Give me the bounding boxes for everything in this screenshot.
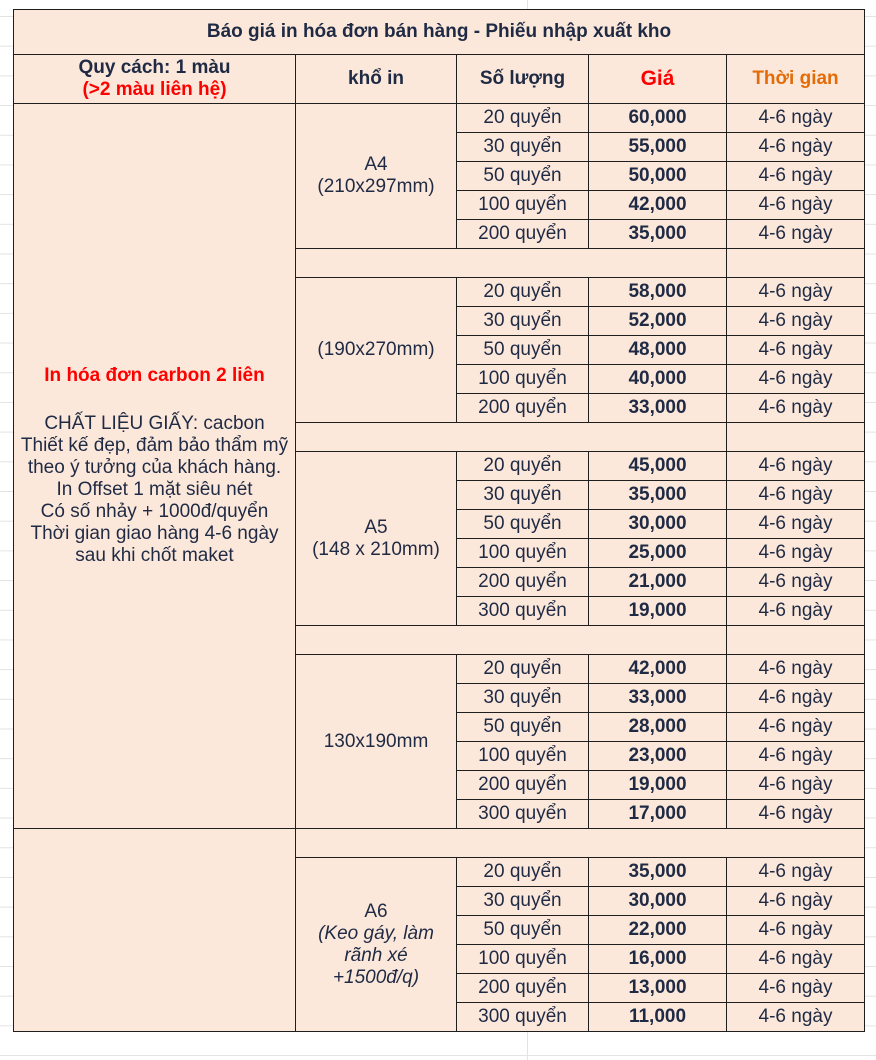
time-cell: 4-6 ngày — [727, 568, 865, 597]
time-cell: 4-6 ngày — [727, 800, 865, 829]
price-cell: 19,000 — [589, 597, 727, 626]
separator-cell — [296, 626, 727, 655]
price-cell: 21,000 — [589, 568, 727, 597]
size-name: A6 — [364, 900, 388, 922]
time-cell: 4-6 ngày — [727, 684, 865, 713]
header-time: Thời gian — [727, 55, 865, 104]
quantity-cell: 30 quyển — [457, 307, 589, 336]
quantity-cell: 30 quyển — [457, 887, 589, 916]
price-cell: 40,000 — [589, 365, 727, 394]
description-line: theo ý tưởng của khách hàng. — [27, 457, 282, 478]
quantity-cell: 20 quyển — [457, 278, 589, 307]
time-cell: 4-6 ngày — [727, 916, 865, 945]
size-cell-a4 — [296, 104, 457, 249]
price-cell: 19,000 — [589, 771, 727, 800]
price-cell: 50,000 — [589, 162, 727, 191]
description-line: CHẤT LIỆU GIẤY: cacbon — [44, 413, 265, 434]
size-dimensions: (190x270mm) — [317, 339, 435, 360]
size-dimensions: (148 x 210mm) — [312, 538, 440, 560]
separator-cell — [296, 423, 727, 452]
price-cell: 60,000 — [589, 104, 727, 133]
time-cell: 4-6 ngày — [727, 220, 865, 249]
time-cell: 4-6 ngày — [727, 278, 865, 307]
price-cell: 30,000 — [589, 887, 727, 916]
size-note: +1500đ/q) — [332, 966, 420, 988]
quantity-cell: 30 quyển — [457, 133, 589, 162]
quantity-cell: 100 quyển — [457, 191, 589, 220]
price-cell: 52,000 — [589, 307, 727, 336]
size-dimensions: (210x297mm) — [317, 176, 435, 197]
time-cell: 4-6 ngày — [727, 539, 865, 568]
sheet-title: Báo giá in hóa đơn bán hàng - Phiếu nhập xuất kho — [14, 10, 865, 55]
time-cell: 4-6 ngày — [727, 597, 865, 626]
quantity-cell: 300 quyển — [457, 597, 589, 626]
price-cell: 45,000 — [589, 452, 727, 481]
quantity-cell: 50 quyển — [457, 336, 589, 365]
time-cell: 4-6 ngày — [727, 510, 865, 539]
size-cell-a6 — [296, 858, 457, 1032]
empty-merged-cell — [14, 829, 296, 1032]
description-cell — [14, 104, 296, 829]
time-cell: 4-6 ngày — [727, 365, 865, 394]
quantity-cell: 200 quyển — [457, 974, 589, 1003]
time-cell: 4-6 ngày — [727, 945, 865, 974]
quantity-cell: 300 quyển — [457, 800, 589, 829]
price-cell: 17,000 — [589, 800, 727, 829]
size-note: (Keo gáy, làm — [318, 922, 434, 944]
size-dimensions: 130x190mm — [323, 730, 429, 752]
size-name: A4 — [364, 154, 388, 175]
size-cell-190x270 — [296, 278, 457, 423]
price-cell: 13,000 — [589, 974, 727, 1003]
header-spec-line2: (>2 màu liên hệ) — [82, 79, 227, 100]
price-cell: 35,000 — [589, 220, 727, 249]
header-price: Giá — [589, 55, 727, 104]
description-highlight: In hóa đơn carbon 2 liên — [44, 365, 265, 386]
quantity-cell: 30 quyển — [457, 481, 589, 510]
quantity-cell: 100 quyển — [457, 742, 589, 771]
price-cell: 55,000 — [589, 133, 727, 162]
header-spec-line1: Quy cách: 1 màu — [78, 57, 231, 78]
size-cell-130x190 — [296, 655, 457, 829]
time-cell: 4-6 ngày — [727, 1003, 865, 1032]
price-cell: 22,000 — [589, 916, 727, 945]
quantity-cell: 200 quyển — [457, 771, 589, 800]
quantity-cell: 50 quyển — [457, 162, 589, 191]
quantity-cell: 100 quyển — [457, 945, 589, 974]
separator-cell — [296, 249, 727, 278]
quantity-cell: 20 quyển — [457, 452, 589, 481]
quantity-cell: 20 quyển — [457, 104, 589, 133]
time-cell: 4-6 ngày — [727, 307, 865, 336]
header-size: khổ in — [296, 55, 457, 104]
quantity-cell: 300 quyển — [457, 1003, 589, 1032]
separator-cell — [727, 626, 865, 655]
price-cell: 42,000 — [589, 655, 727, 684]
time-cell: 4-6 ngày — [727, 191, 865, 220]
price-cell: 35,000 — [589, 858, 727, 887]
time-cell: 4-6 ngày — [727, 133, 865, 162]
price-table — [13, 9, 865, 1032]
description-line: sau khi chốt maket — [75, 545, 234, 566]
time-cell: 4-6 ngày — [727, 104, 865, 133]
quantity-cell: 20 quyển — [457, 655, 589, 684]
separator-cell — [727, 423, 865, 452]
description-line: Thiết kế đẹp, đảm bảo thẩm mỹ — [20, 435, 289, 456]
time-cell: 4-6 ngày — [727, 452, 865, 481]
quantity-cell: 100 quyển — [457, 365, 589, 394]
quantity-cell: 30 quyển — [457, 684, 589, 713]
time-cell: 4-6 ngày — [727, 336, 865, 365]
quantity-cell: 200 quyển — [457, 568, 589, 597]
header-spec — [14, 55, 296, 104]
time-cell: 4-6 ngày — [727, 858, 865, 887]
time-cell: 4-6 ngày — [727, 974, 865, 1003]
size-name: A5 — [364, 516, 388, 538]
quantity-cell: 50 quyển — [457, 510, 589, 539]
price-cell: 35,000 — [589, 481, 727, 510]
price-cell: 25,000 — [589, 539, 727, 568]
price-cell: 33,000 — [589, 394, 727, 423]
price-cell: 30,000 — [589, 510, 727, 539]
price-cell: 11,000 — [589, 1003, 727, 1032]
price-cell: 23,000 — [589, 742, 727, 771]
quantity-cell: 50 quyển — [457, 916, 589, 945]
time-cell: 4-6 ngày — [727, 481, 865, 510]
separator-cell — [296, 829, 865, 858]
price-cell: 42,000 — [589, 191, 727, 220]
time-cell: 4-6 ngày — [727, 162, 865, 191]
quantity-cell: 200 quyển — [457, 220, 589, 249]
table-row — [14, 104, 865, 133]
size-note: rãnh xé — [344, 944, 408, 966]
price-cell: 16,000 — [589, 945, 727, 974]
header-quantity: Số lượng — [457, 55, 589, 104]
price-cell: 48,000 — [589, 336, 727, 365]
price-cell: 28,000 — [589, 713, 727, 742]
description-line: Thời gian giao hàng 4-6 ngày — [30, 523, 279, 544]
time-cell: 4-6 ngày — [727, 742, 865, 771]
time-cell: 4-6 ngày — [727, 713, 865, 742]
quantity-cell: 100 quyển — [457, 539, 589, 568]
time-cell: 4-6 ngày — [727, 887, 865, 916]
time-cell: 4-6 ngày — [727, 771, 865, 800]
quantity-cell: 200 quyển — [457, 394, 589, 423]
quantity-cell: 20 quyển — [457, 858, 589, 887]
time-cell: 4-6 ngày — [727, 394, 865, 423]
size-cell-a5 — [296, 452, 457, 626]
time-cell: 4-6 ngày — [727, 655, 865, 684]
price-cell: 33,000 — [589, 684, 727, 713]
header-row — [14, 55, 865, 104]
price-cell: 58,000 — [589, 278, 727, 307]
quantity-cell: 50 quyển — [457, 713, 589, 742]
description-line: In Offset 1 mặt siêu nét — [56, 479, 253, 500]
separator-row — [14, 829, 865, 858]
separator-cell — [727, 249, 865, 278]
description-line: Có số nhảy + 1000đ/quyển — [40, 501, 269, 522]
